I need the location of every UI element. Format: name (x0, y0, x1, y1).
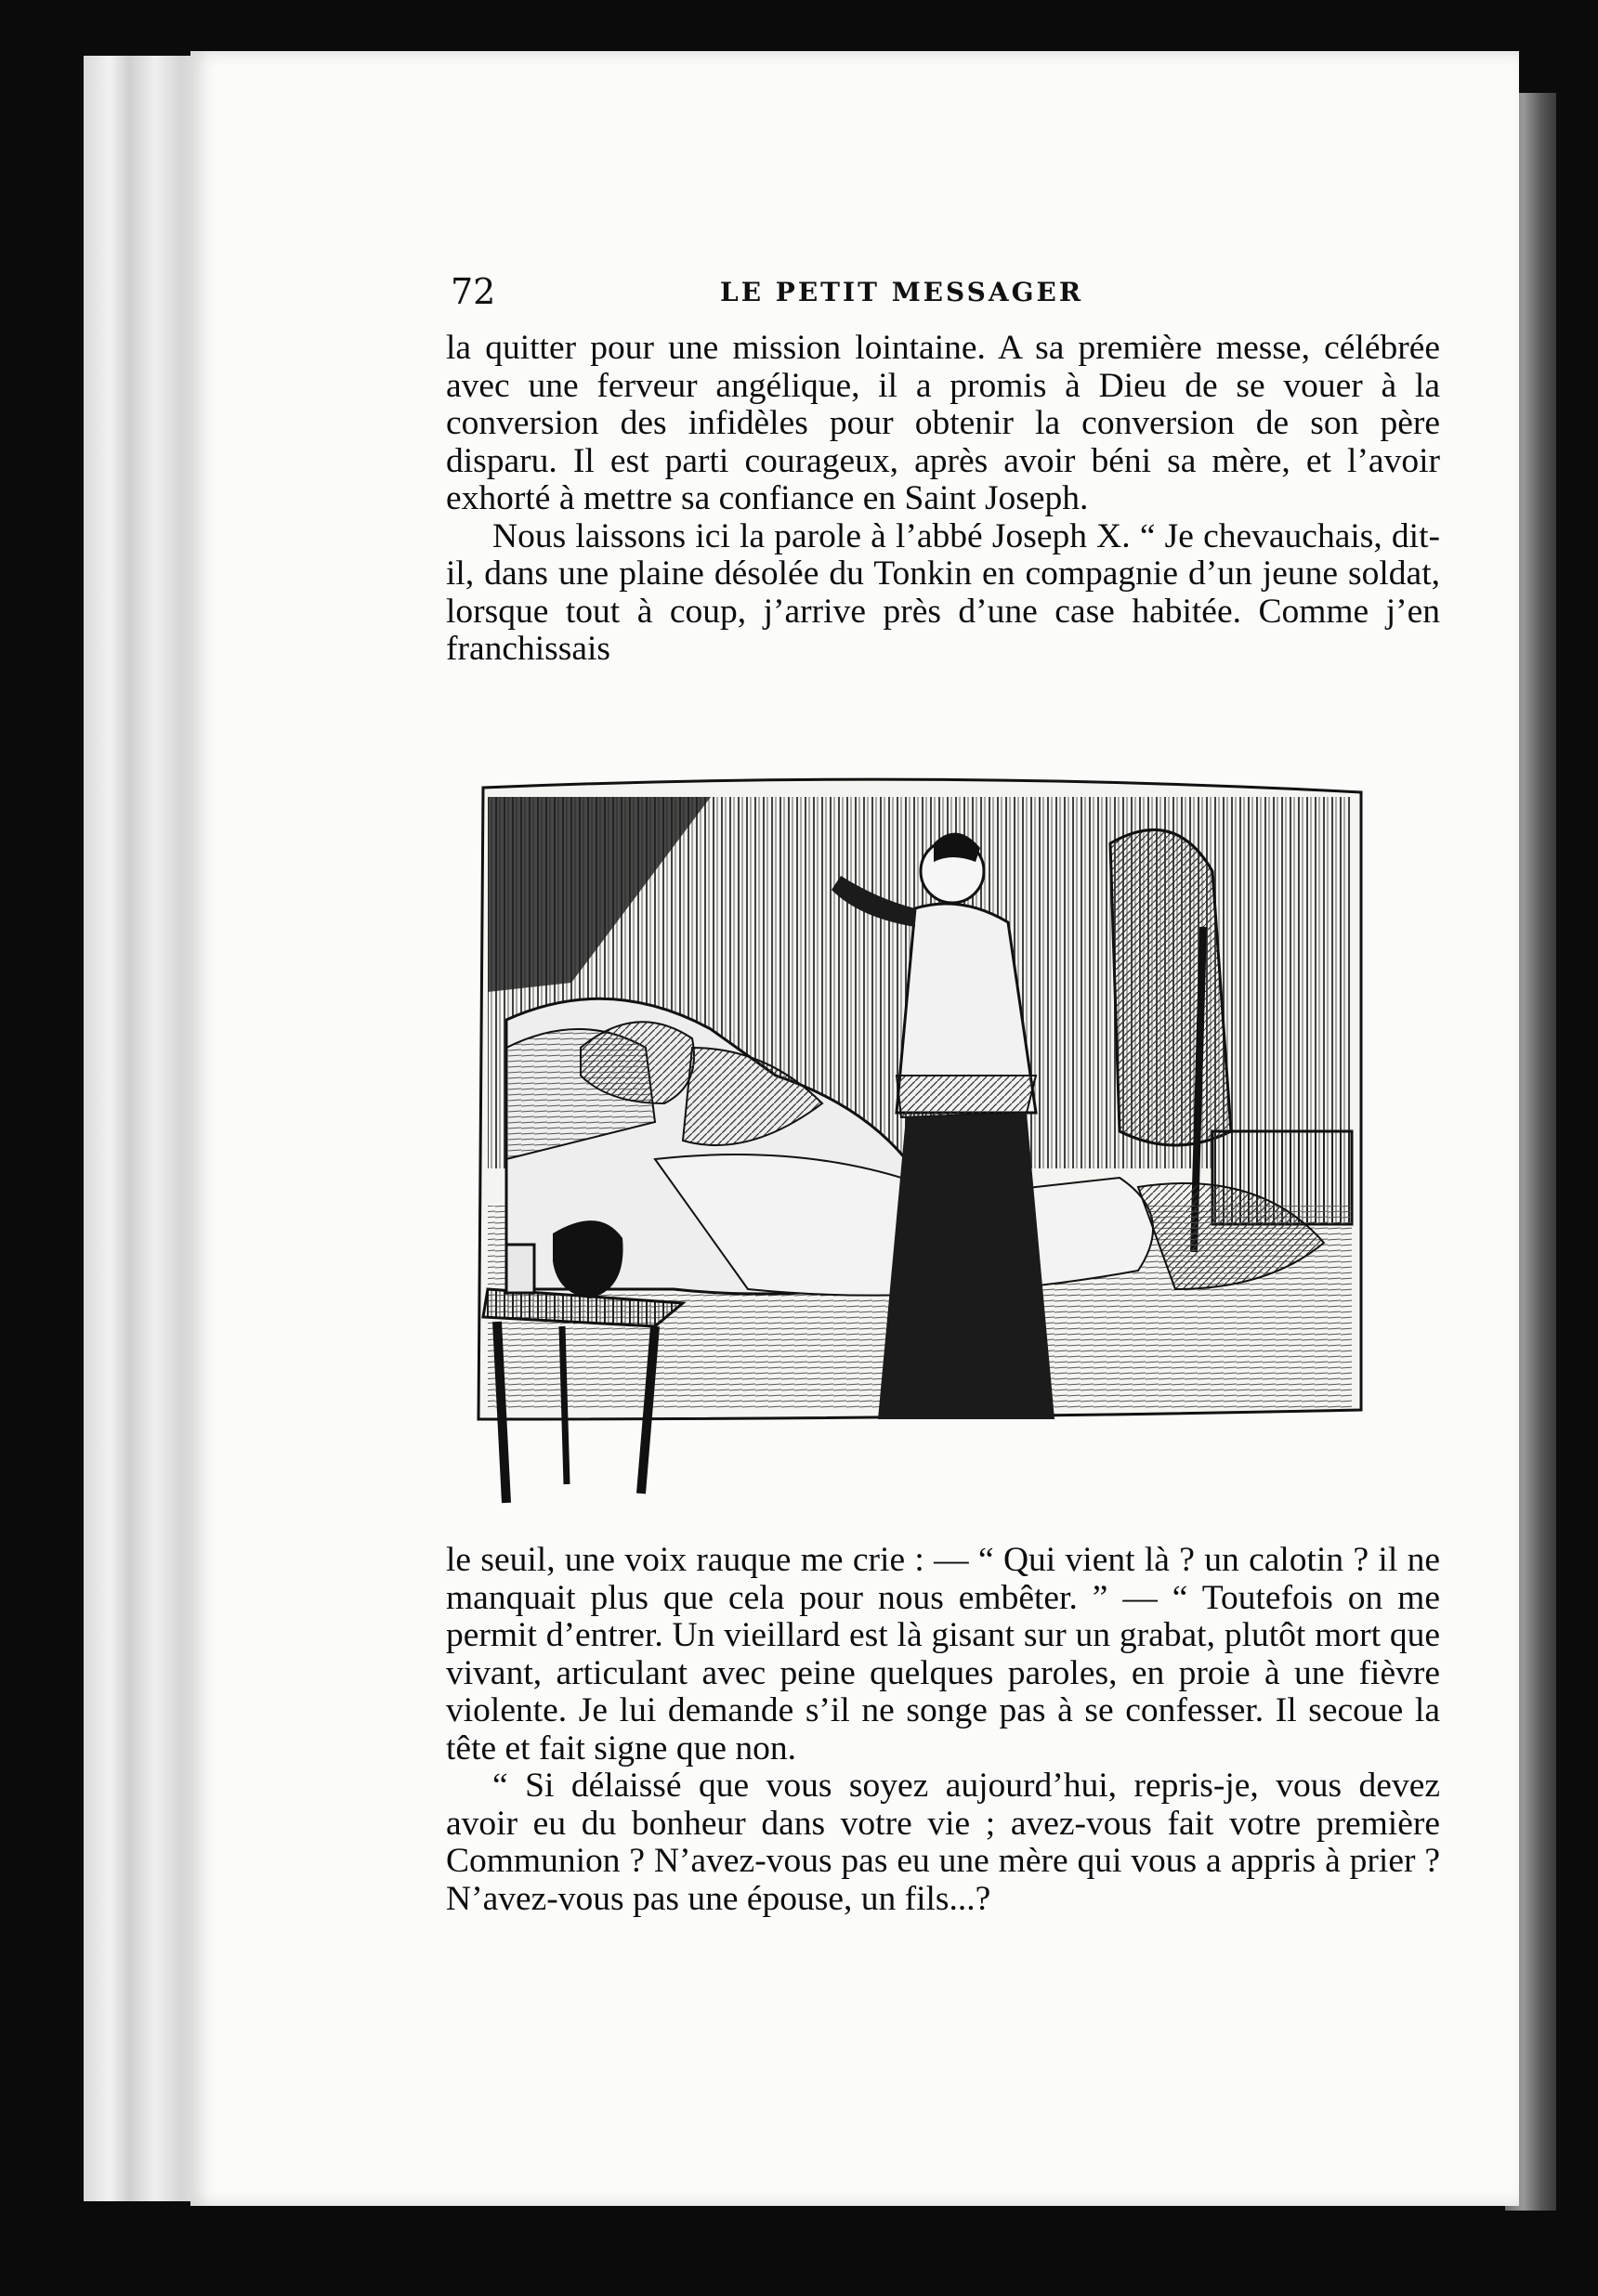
paragraph: la quitter pour une mission lointaine. A sa première messe, célébrée avec une ferveur angélique, il a promis à Dieu de se vouer à la conversion des infidèles pour obtenir la conversion de son père disparu. Il est parti courageux, après avoir béni sa mère, et l’avoir exhorté à mettre sa confiance en Saint Joseph. (446, 329, 1440, 517)
paragraph: Nous laissons ici la parole à l’abbé Joseph X. “ Je chevauchais, dit-il, dans une plaine désolée du Tonkin en compagnie d’un jeune soldat, lorsque tout à coup, j’arrive près d’une case habitée. Comme j’en franchissais (446, 516, 1440, 668)
paragraph: le seuil, une voix rauque me crie : — “ Qui vient là ? un calotin ? il ne manquait plus que cela pour nous embêter. ” — “ Toutefois on me permit d’entrer. Un vieillard est là gisant sur un grabat, plutôt mort que vivant, articulant avec peine quelques paroles, en proie à une fièvre violente. Je lui demande s’il ne songe pas à se confesser. Il secoue la tête et fait signe que non. (446, 1541, 1440, 1768)
page-number: 72 (451, 271, 496, 312)
text-block-top (446, 330, 1440, 669)
text-block-bottom (446, 1542, 1440, 1918)
running-head (451, 271, 1431, 312)
running-title: LE PETIT MESSAGER (720, 277, 1084, 307)
engraving-illustration (469, 769, 1380, 1521)
paragraph: “ Si délaissé que vous soyez aujourd’hui, repris-je, vous devez avoir eu du bonheur dans votre vie ; avez-vous fait votre première Communion ? N’avez-vous pas eu une mère qui vous a appris à prier ? N’avez-vous pas une épouse, un fils...? (446, 1767, 1440, 1918)
